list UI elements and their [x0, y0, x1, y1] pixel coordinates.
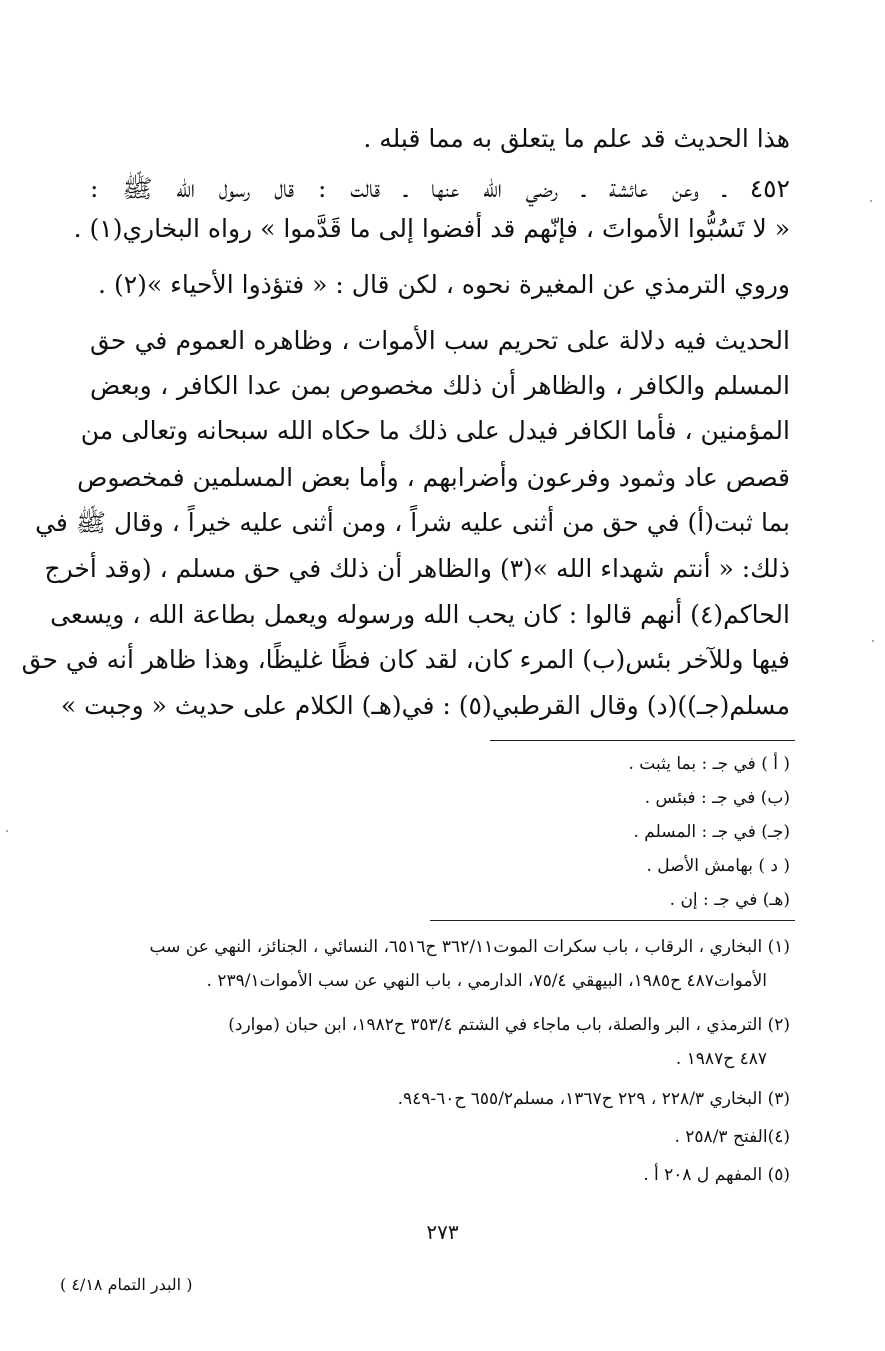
footnote-2-line-2: ٤٨٧ ح١٩٨٧ . — [675, 1049, 767, 1069]
body-line-7: المؤمنين ، فأما الكافر فيدل على ذلك ما حكاه الله سبحانه وتعالى من — [80, 416, 790, 445]
signature-mark: ( البدر التمام ٤/١٨ ) — [60, 1275, 193, 1294]
variant-note-b: (ب) في جـ : فبئس . — [644, 788, 790, 808]
footnotes-divider — [430, 920, 795, 921]
footnote-5: (٥) المفهم ل ٢٠٨ أ . — [643, 1165, 790, 1185]
footnote-4: (٤)الفتح ٢٥٨/٣ . — [674, 1127, 790, 1147]
body-line-12: فيها وللآخر بئس(ب) المرء كان، لقد كان فظًا غليظًا، وهذا ظاهر أنه في حق — [21, 645, 790, 674]
body-line-13: مسلم(جـ))(د) وقال القرطبي(٥) : في(هـ) الكلام على حديث « وجبت » — [60, 691, 790, 720]
body-line-11: الحاكم(٤) أنهم قالوا : كان يحب الله ورسوله ويعمل بطاعة الله ، ويسعى — [50, 600, 790, 629]
variant-notes-divider — [490, 740, 795, 741]
footnote-2-line-1: (٢) الترمذي ، البر والصلة، باب ماجاء في الشتم ٣٥٣/٤ ح١٩٨٢، ابن حبان (موارد) — [228, 1015, 790, 1035]
body-line-4: وروي الترمذي عن المغيرة نحوه ، لكن قال : « فتؤذوا الأحياء »(٢) . — [98, 270, 790, 299]
variant-note-c: (جـ) في جـ : المسلم . — [633, 822, 790, 842]
body-line-3: « لا تَسُبُّوا الأمواتَ ، فإنّهم قد أفضوا إلى ما قَدَّموا » رواه البخاري(١) . — [73, 214, 790, 243]
scan-speck — [872, 640, 874, 642]
footnote-1-line-2: الأموات٤٨٧ ح١٩٨٥، البيهقي ٧٥/٤، الدارمي ، باب النهي عن سب الأموات٢٣٩/١ . — [206, 971, 767, 991]
variant-note-a: ( أ ) في جـ : بما يثبت . — [628, 754, 790, 774]
scan-speck — [6, 830, 8, 832]
scan-speck — [870, 200, 872, 202]
body-line-2: ٤٥٢ ـ وعن عائشة ـ رضي الله عنها ـ قالت : قال رسول الله ﷺ : — [90, 174, 790, 203]
variant-note-e: (هـ) في جـ : إن . — [669, 890, 790, 910]
body-line-6: المسلم والكافر ، والظاهر أن ذلك مخصوص بمن عدا الكافر ، وبعض — [90, 371, 790, 400]
page-number: ٢٧٣ — [426, 1220, 459, 1244]
footnote-3: (٣) البخاري ٢٢٨/٣ ، ٢٢٩ ح١٣٦٧، مسلم٦٥٥/٢ ح٦٠-٩٤٩. — [397, 1089, 790, 1109]
body-line-8: قصص عاد وثمود وفرعون وأضرابهم ، وأما بعض المسلمين فمخصوص — [77, 463, 790, 492]
body-line-5: الحديث فيه دلالة على تحريم سب الأموات ، وظاهره العموم في حق — [90, 326, 790, 355]
variant-note-d: ( د ) بهامش الأصل . — [646, 856, 790, 876]
body-line-10: ذلك: « أنتم شهداء الله »(٣) والظاهر أن ذلك في حق مسلم ، (وقد أخرج — [44, 554, 790, 583]
body-line-1: هذا الحديث قد علم ما يتعلق به مما قبله . — [363, 124, 790, 153]
footnote-1-line-1: (١) البخاري ، الرقاب ، باب سكرات الموت٣٦٢/١١ ح٦٥١٦، النسائي ، الجنائز، النهي عن سب — [149, 937, 790, 957]
body-line-9: بما ثبت(أ) في حق من أثنى عليه شراً ، ومن أثنى عليه خيراً ، وقال ﷺ في — [35, 508, 790, 537]
